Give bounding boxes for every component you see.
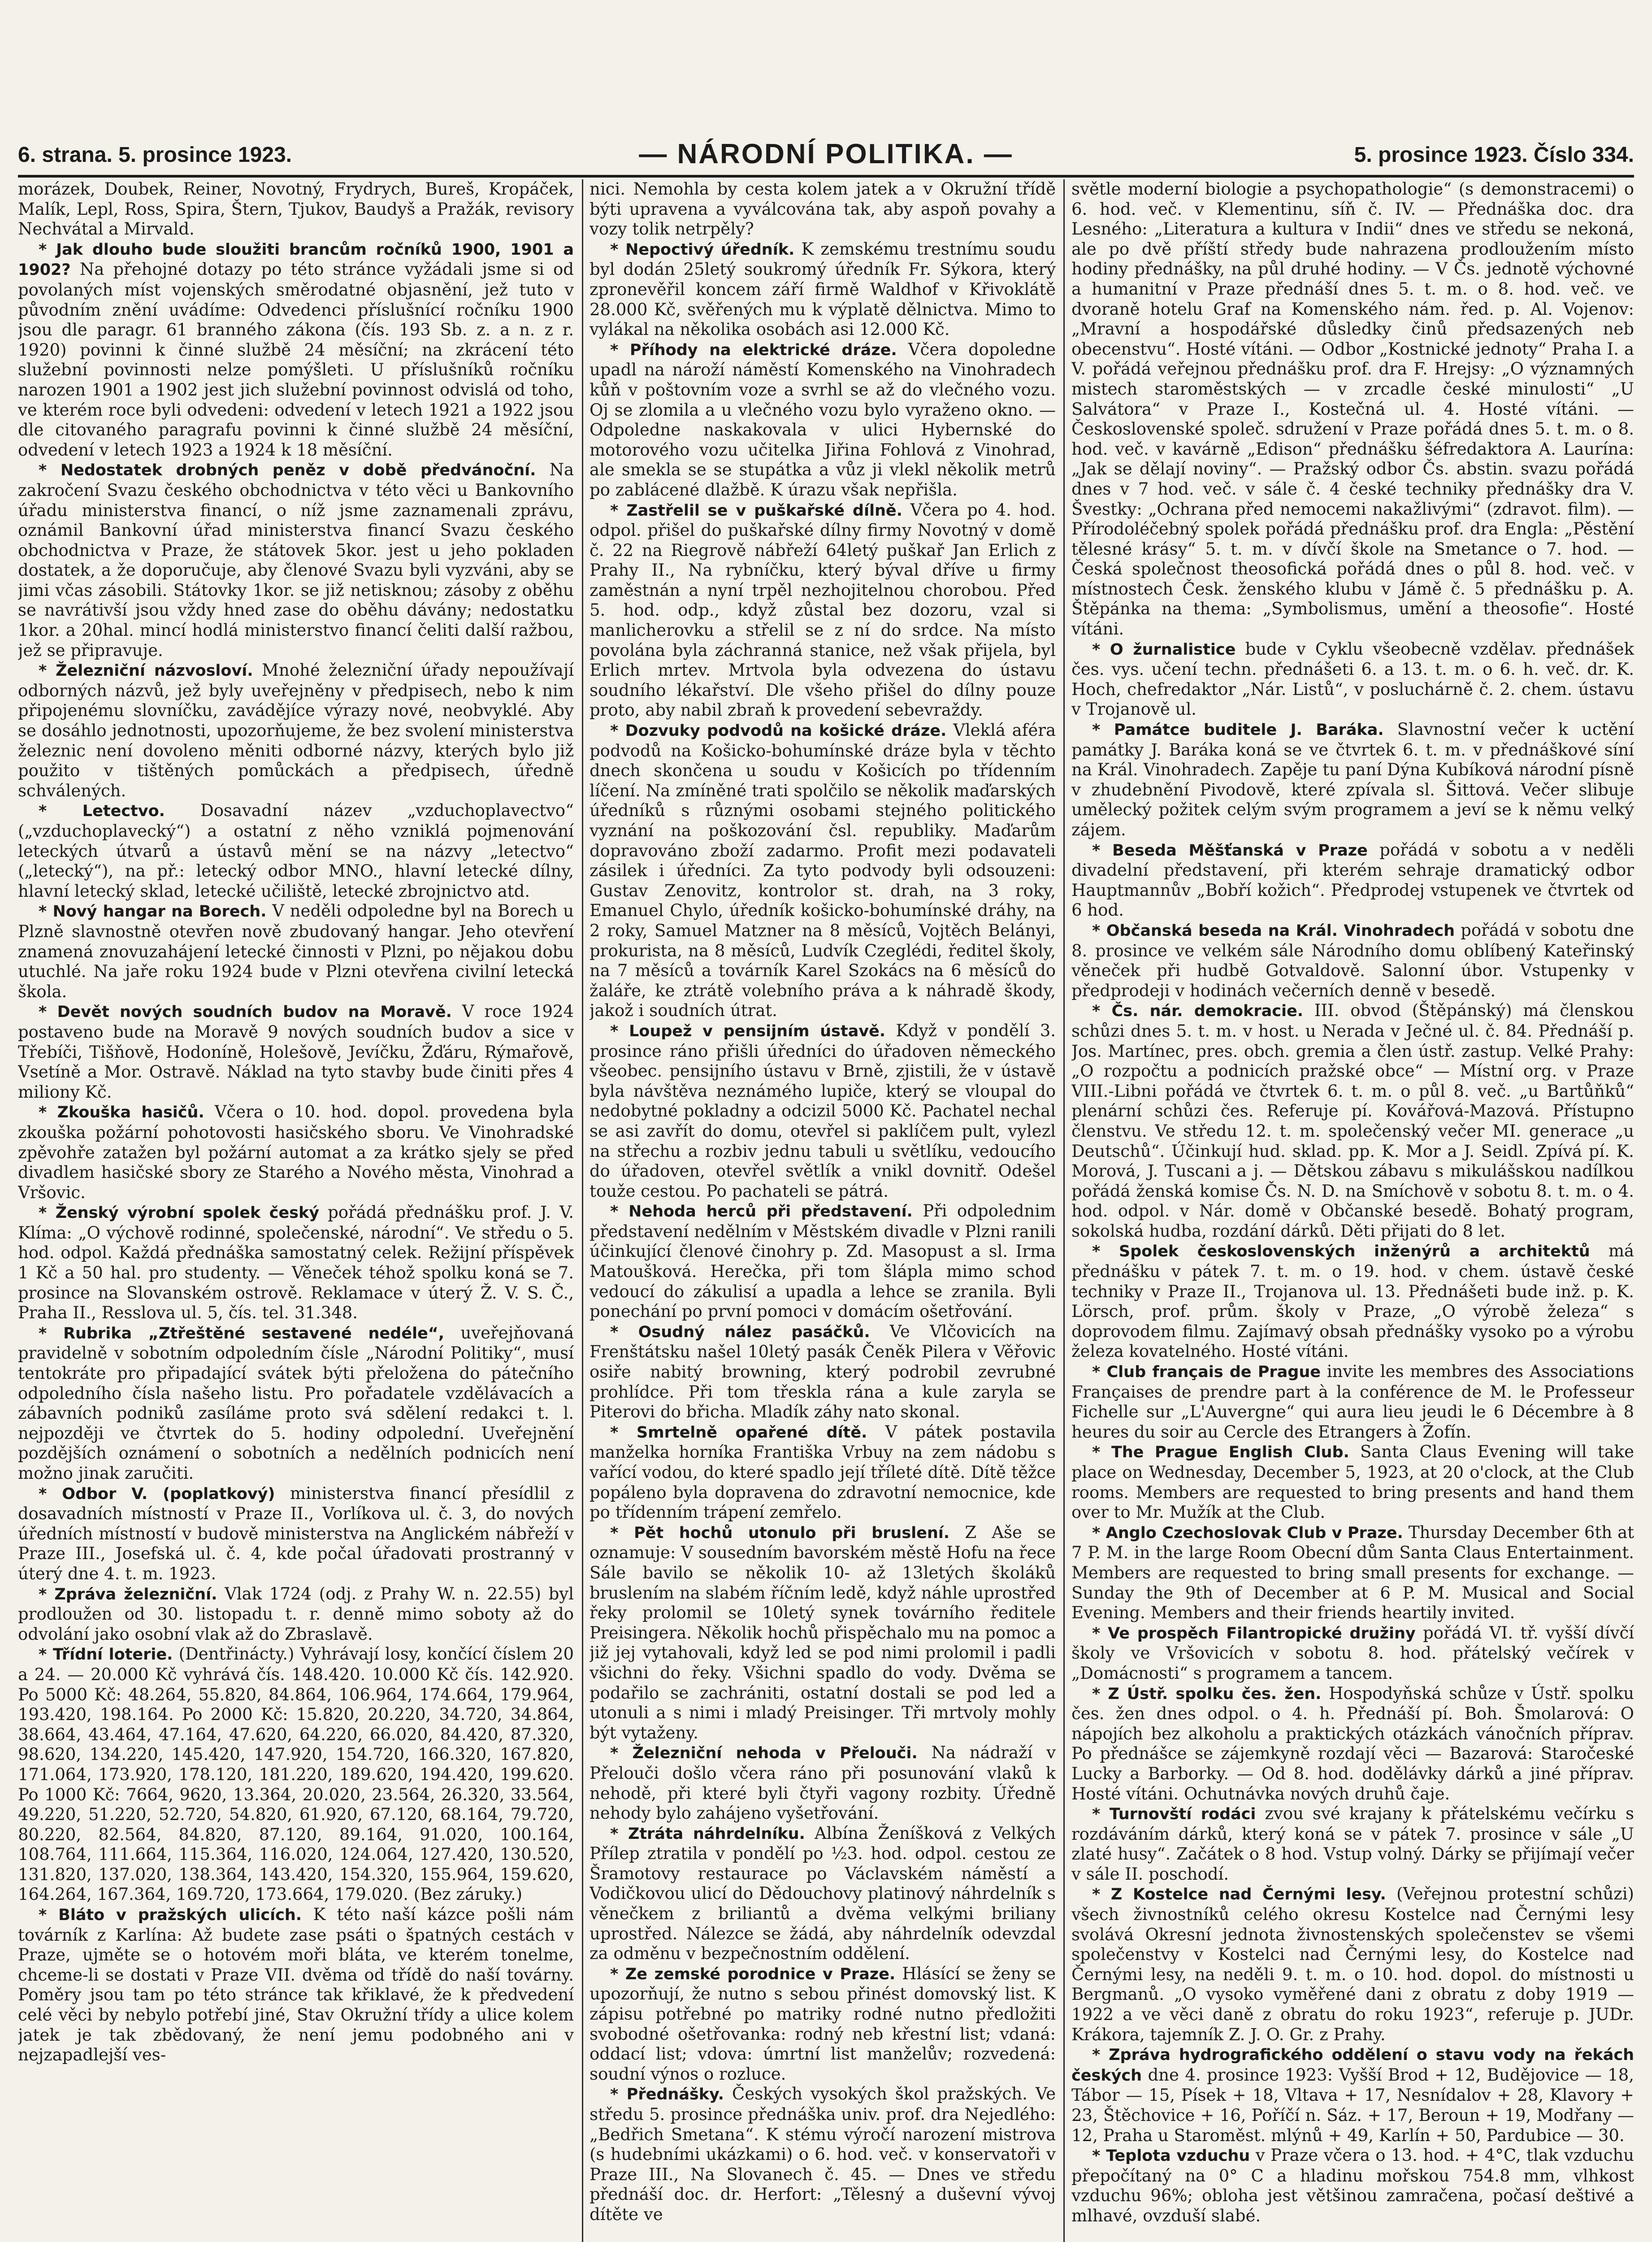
article: [1071, 1884, 1634, 2045]
article-text: Včera o 10. hod. dopol. provedena byla zkouška požární pohotovosti hasičského sboru. Ve Vinohradské zpěvohře zatažen byl požární automat a za krátko sjely se před divadlem hasičské sbory ze Starého a Nového města, Vinohrad a Vršovic.: [18, 1102, 574, 1202]
article: [18, 1584, 574, 1645]
article-headline: * Devět nových soudních budov na Moravě.: [39, 1003, 452, 1021]
article: [18, 239, 574, 461]
article-text: (Veřejnou protestní schůzi) všech živnostníků celého okresu Kostelce nad Černými lesy svolává Okresní jednota živnostenských společenstev se všemi společenstvy v Kostelci nad Černými lesy, do Kostelce nad Černými lesy, na neděli 9. t. m. o 10. hod. dopol. do místnosti u Bergmanů. „O vysoko vyměřené dani z obratu z doby 1919 — 1922 a ve věci daně z obratu do roku 1923“, referuje p. JUDr. Krákora, tajemník Z. J. O. Gr. z Prahy.: [1071, 1884, 1634, 2044]
article: [18, 660, 574, 801]
article: [18, 1203, 574, 1323]
article-headline: * Anglo Czechoslovak Club v Praze.: [1092, 1524, 1403, 1542]
article: [1071, 1241, 1634, 1362]
article: [590, 1824, 1056, 1964]
article-headline: * Osudný nález pasáčků.: [610, 1323, 870, 1341]
article-text: Thursday December 6th at 7 P. M. in the large Room Obecní dům Santa Claus Entertainment. Members are requested to bring small presents for exchange. — Sunday the 9th of December at 6 P. M. Musical and Social Evening. Members and their friends heartily invited.: [1071, 1522, 1634, 1623]
article-headline: * Ze zemské porodnice v Praze.: [610, 1965, 896, 1983]
article-text: III. obvod (Štěpánský) má členskou schůzi dnes 5. t. m. v host. u Nerada v Ječné ul. č. 84. Přednáší p. Jos. Martínec, pres. obch. gremia a člen ústř. zastup. Velké Prahy: „O rozpočtu a podnicích pražské obce“ — Místní org. v Praze VIII.-Libni pořádá ve čtvrtek 6. t. m. o půl 8. več. „u Bartůňků“ plenární schůzi čes. Referuje pí. Kovářová-Mazová. Přístupno členstvu. Ve středu 12. t. m. společenský večer MI. generace „u Deutschů“. Účinkují hud. sklad. pp. K. Mor a J. Seidl. Zpívá pí. K. Morová, J. Tuscani a j. — Dětskou zábavu s mikulášskou nadílkou pořádá ženská komise Čs. N. D. na Smíchově v sobotu 8. t. m. o 4. hod. odpol. v Nár. domě v Občanské besedě. Bohatý program, sokolská hudba, rozdání dárků. Děti přijati do 8 let.: [1071, 1001, 1634, 1241]
article-headline: * Zkouška hasičů.: [39, 1104, 204, 1122]
article-headline: * Bláto v pražských ulicích.: [39, 1906, 302, 1925]
article-text: Dosavadní název „vzduchoplavectvo“ („vzduchoplavecký“) a ostatní z něho vzniklá pojmenování leteckých útvarů a ústavů mění se na názvy „letectvo“ („letecký“), na př.: letecký odbor MNO., hlavní letecké dílny, hlavní letecký sklad, letecké učiliště, letecké zbrojnictvo atd.: [18, 801, 574, 901]
article-text: Slavnostní večer k uctění památky J. Baráka koná se ve čtvrtek 6. t. m. v přednáškové síní na Král. Vinohradech. Zapěje tu paní Dýna Kubíková národní písně v zhudebnění Pivodově, které zpívala sl. Šittová. Večer slibuje umělecký požitek celým svým programem a jeví se k němu velký zájem.: [1071, 720, 1634, 839]
article-text: (Dentřinácty.) Vyhrávají losy, končící číslem 20 a 24. — 20.000 Kč vyhrává čís. 148.420. 10.000 Kč čís. 142.920. Po 5000 Kč: 48.264, 55.820, 84.864, 106.964, 174.664, 179.964, 193.420, 198.164. Po 2000 Kč: 15.820, 20.220, 34.720, 34.864, 38.664, 43.464, 47.164, 47.620, 64.220, 66.020, 84.420, 87.320, 98.620, 134.220, 145.420, 147.920, 154.720, 166.320, 167.820, 171.064, 173.920, 178.120, 181.220, 189.620, 194.420, 199.620. Po 1000 Kč: 7664, 9620, 13.364, 20.020, 23.564, 26.320, 33.564, 49.220, 51.220, 52.720, 54.820, 61.920, 67.120, 68.164, 79.720, 80.220, 82.564, 84.820, 87.120, 89.164, 91.020, 100.164, 108.764, 111.664, 115.364, 116.020, 124.064, 127.420, 130.520, 131.820, 137.020, 138.364, 143.420, 154.320, 155.964, 159.620, 164.264, 167.364, 169.720, 173.664, 179.020. (Bez záruky.): [18, 1644, 574, 1904]
article-text: Při odpolednim představení nedělním v Městském divadle v Plzni ranili účinkující členové činohry p. Zd. Masopust a sl. Irma Matoušková. Herečka, při tom šlápla mimo schod vedoucí do zákulisí a upadla a lehce se zranila. Byli ponechání po první pomoci v domácím ošetřování.: [590, 1201, 1056, 1321]
article-text: Mnohé železniční úřady nepoužívají odborných názvů, jež byly uveřejněny v předpisech, nebo k nim připojenému slovníčku, zavádějíce výrazy nové, neobvyklé. Aby se dosáhlo jednotnosti, upozorňujeme, že bez svolení ministerstva železnic není dovoleno měniti odborné názvy, kterých bylo již použito v tištěných pomůckách a předpisech, úředně schválených.: [18, 660, 574, 800]
article-text: má přednášku v pátek 7. t. m. o 19. hod. v chem. ústavě české techniky v Praze II., Trojanova ul. 13. Přednášeti bude inž. p. K. Lörsch, prof. prům. školy v Praze, „O výrobě železa“ s doprovodem filmu. Zajímavý obsah přednášky vysoko po a výrobu železa kovatelného. Hosté vítáni.: [1071, 1241, 1634, 1361]
article: [1071, 720, 1634, 840]
article: [590, 1021, 1056, 1201]
article-headline: * Památce buditele J. Baráka.: [1092, 721, 1384, 739]
article-text: K zemskému trestnímu soudu byl dodán 25letý soukromý úředník Fr. Sýkora, který zpronevěřil koncem září firmě Waldhof v Křivoklátě 28.000 Kč, svěřených mu k výplatě dělnictva. Mimo to vylákal na několika osobách asi 12.000 Kč.: [590, 239, 1056, 339]
article: [1071, 1001, 1634, 1241]
article: [18, 1102, 574, 1203]
article: [18, 1484, 574, 1584]
article: [590, 1422, 1056, 1523]
article-headline: * Ztráta náhrdelníku.: [610, 1825, 805, 1843]
article-headline: * Rubrika „Ztřeštěné sestavené nedéle“,: [39, 1324, 444, 1343]
article: [1071, 1804, 1634, 1884]
article-headline: * Nepoctivý úředník.: [610, 240, 795, 259]
article: [590, 1322, 1056, 1422]
article: [18, 801, 574, 901]
article-headline: * Spolek československých inženýrů a architektů: [1092, 1243, 1590, 1261]
article-text: invite les membres des Associations Françaises de prendre part à la conférence de M. le Professeur Fichelle sur „L'Auvergne“ qui aura lieu jeudi le 6 Décembre à 8 heures du soir au Cercle des Etrangers à Žofín.: [1071, 1362, 1634, 1442]
article: [1071, 2146, 1634, 2226]
article-headline: * Dozvuky podvodů na košické dráze.: [610, 722, 947, 740]
article-text: Santa Claus Evening will take place on Wednesday, December 5, 1923, at 20 o'clock, at the Club rooms. Members are requested to bring presents and hand them over to Mr. Mužík at the Club.: [1071, 1442, 1634, 1522]
article-text: Hlásící se ženy se upozorňují, že nutno s sebou přinést domovský list. K zápisu potřebné po matriky rodné nutno předložiti svobodné ošetřovanka: rodný neb křestní list; vdaná: oddací list; vdova: úmrtní list manželův; rozvedená: soudní výnos o rozluce.: [590, 1964, 1056, 2084]
column-3: [1071, 179, 1634, 2242]
article: [18, 1323, 574, 1484]
article-headline: * Zpráva železniční.: [39, 1585, 217, 1603]
header-issue-number: 5. prosince 1923. Číslo 334.: [1354, 143, 1634, 167]
article-headline: * Teplota vzduchu: [1092, 2147, 1250, 2165]
article-text: bude v Cyklu všeobecně vzdělav. přednášek čes. vys. učení techn. přednášeti 6. a 13. t. m. o 6. h. več. dr. K. Hoch, chefredaktor „Nár. Listů“, v posluchárně č. 2. chem. ústavu v Trojanově ul.: [1071, 639, 1634, 719]
article: [1071, 1684, 1634, 1804]
article-headline: * O žurnalistice: [1092, 640, 1236, 659]
article-headline: * Odbor V. (poplatkový): [39, 1485, 275, 1503]
article-text: dne 4. prosince 1923: Vyšší Brod + 12, Budějovice — 18, Tábor — 15, Písek + 18, Vltava + 17, Nesnídalov + 28, Klavory + 23, Štěchovice + 16, Poříčí n. Sáz. + 17, Beroun + 19, Modřany — 12, Praha u Staroměst. mlýnů + 49, Karlín + 50, Pardubice — 30.: [1071, 2065, 1634, 2145]
article: [590, 1964, 1056, 2085]
article-text: Když v pondělí 3. prosince ráno přišli úředníci do úřadoven německého všeobec. pensijního ústavu v Brně, zjistili, že v ústavě byla návštěva neznámého lupiče, který se vloupal do nedobytné pokladny a odcizil 5000 Kč. Pachatel nechal se asi zavřít do domu, otevřel si paklíčem pult, vylezl na střechu a rozbiv jednu tabuli u světlíku, vedoucího do úřadoven, otevřel světlík a vnikl dovnitř. Odešel touže cestou. Po pachateli se pátrá.: [590, 1021, 1056, 1201]
article-text: pořádá přednášku prof. J. V. Klíma: „O výchově rodinné, společenské, národní“. Ve středu o 5. hod. odpol. Každá přednáška samostatný celek. Režijní příspěvek 1 Kč a 50 hal. pro studenty. — Věneček téhož spolku koná se 7. prosince na Slovanském ostrově. Reklamace v úterý Ž. V. S. Č., Praha II., Resslova ul. 5, čís. tel. 31.348.: [18, 1203, 574, 1323]
article: [1071, 921, 1634, 1001]
article-text: uveřejňovaná pravidelně v sobotním odpoledním čísle „Národní Politiky“, musí tentokráte pro připadající svátek býti přeložena do pátečního odpoledního čísla našeho listu. Pro pořadatele vzdělávacích a zábavních podniků zasíláme proto svá sdělení redakci t. l. nejpozději ve čtvrtek do 5. hodiny odpolední. Uveřejnění pozdějších oznámení o sobotních a nedělních podnicích není možno jinak zaručiti.: [18, 1323, 574, 1483]
article-text: V roce 1924 postaveno bude na Moravě 9 nových soudních budov a sice v Třebíči, Tišňově, Hodoníně, Holešově, Jevíčku, Žďáru, Rýmařově, Vsetíně a Mor. Ostravě. Náklad na tyto stavby bude činiti přes 4 miliony Kč.: [18, 1002, 574, 1102]
continued-text: světle moderní biologie a psychopathologie“ (s demonstracemi) o 6. hod. več. v Klementinu, síň č. IV. — Přednáška doc. dra Lesného: „Literatura a kultura v Indii“ dnes ve středu se nekoná, ale po dvě příští středy bude nahrazena prodloužením místo hodiny přednášky, na půl druhé hodiny. — V Čs. jednotě výchovné a humanitní v Praze přednáší dnes 5. t. m. o 8. hod. več. ve dvoraně hotelu Graf na Komenského nám. řed. p. Al. Vojenov: „Mravní a hospodářské důsledky činů předsazených neb obecenstvu“. Hosté vítáni. — Odbor „Kostnické jednoty“ Praha I. a V. pořádá veřejnou přednášku prof. dra F. Hrejsy: „O významných mistech staroměstských — v zrcadle české minulosti“ „U Salvátora“ v Praze I., Kostečná ul. 4. Hosté vítáni. — Československé společ. sdružení v Praze pořádá dnes 5. t. m. o 8. hod. več. v kavárně „Edison“ přednášku šéfredaktora A. Laurína: „Jak se dělají noviny“. — Pražský odbor Čs. abstin. svazu pořádá dnes v 7 hod. več. v sále č. 4 české techniky přednášky dra V. Švestky: „Ochrana před nemocemi nakažlivými“ (zdravot. film). — Přírodoléčebný spolek pořádá přednášku prof. dra Engla: „Pěstění tělesné krásy“ 5. t. m. v dívčí škole na Smetance o 7. hod. — Česká společnost theosofická pořádá dnes o půl 8. hod. več. v místnostech Česk. ženského klubu v Jámě č. 5 přednášku p. A. Štěpánka na thema: „Symbolismus, umění a theosofie“. Hosté vítáni.: [1071, 179, 1634, 639]
article: [1071, 1362, 1634, 1442]
article-text: Včera dopoledne upadl na nároží náměstí Komenského na Vinohradech kůň v poštovním voze a svrhl se až do vlečného vozu. Oj se zlomila a u vlečného vozu bylo vyraženo okno. — Odpoledne naskakovala v ulici Hybernské do motorového vozu učitelka Jiřina Fohlová z Vinohrad, ale smekla se se stupátka a vůz ji vlekl několik metrů po zablácené dlažbě. K úrazu však nepřišla.: [590, 339, 1056, 500]
article-text: Na zakročení Svazu českého obchodnictva v této věci u Bankovního úřadu ministerstva financí, o níž jsme zaznamenali zprávu, oznámil Bankovní úřad ministerstva financí Svazu českého obchodnictva v Praze, že státovek 5kor. jest u jeho pokladen dostatek, a že doporučuje, aby členové Svazu byli vyzváni, aby se jimi včas zásobili. Státovky 1kor. se již netisknou; zásoby z oběhu se navrátivší jsou vždy hned zase do oběhu dávány; nedostatku 1kor. a 20hal. mincí hodlá ministerstvo financí čeliti další ražbou, jež se připravuje.: [18, 460, 574, 660]
article-text: ministerstva financí přesídlil z dosavadních místností v Praze II., Vorlíkova ul. č. 3, do nových úředních místností v budově ministerstva na Anglickém nábřeží v Praze III., Josefská ul. č. 4, kde počal úřadovati prostranný v úterý dne 4. t. m. 1923.: [18, 1483, 574, 1583]
article-headline: * Čs. nár. demokracie.: [1092, 1002, 1303, 1021]
article-headline: * Club français de Prague: [1092, 1363, 1321, 1382]
article-text: Z Aše se oznamuje: V sousedním bavorském městě Hofu na řece Sále bavilo se několik 10- až 13letých školáků bruslením na slabém říčním ledě, když náhle uprostřed řeky prolomil se 10letý synek továrního ředitele Preisingera. Několik hochů přispěchalo mu na pomoc a již jej vytahovali, když led se pod nimi prolomil i padli všichni do řeky. Všichni spadlo do vody. Dvěma se podařilo se zachrániti, ostatní dostali se pod led a utonuli a s nimi i mladý Preisinger. Tři mrtvoly mohly být vytaženy.: [590, 1522, 1056, 1742]
article-headline: * Jak dlouho bude sloužiti brancům ročníků 1900, 1901 a 1902?: [18, 240, 574, 279]
article-headline: * Beseda Měšťanská v Praze: [1092, 841, 1368, 860]
article: [1071, 639, 1634, 720]
article-headline: * The Prague English Club.: [1092, 1443, 1349, 1462]
article-text: V neděli odpoledne byl na Borech u Plzně slavnostně otevřen nově zbudovaný hangar. Jeho otevření znamená znovuzahájení letecké činnosti v Plzni, po nějakou dobu utuchlé. Na jaře roku 1924 bude v Plzni otevřena civilní letecká škola.: [18, 901, 574, 1001]
column-divider: [582, 179, 583, 2242]
article-headline: * Ve prospěch Filantropické družiny: [1092, 1624, 1416, 1642]
article: [18, 1002, 574, 1102]
article-headline: * Nehoda herců při představení.: [610, 1203, 913, 1221]
article-text: Ve Vlčovicích na Frenštátsku našel 10letý pasák Čeněk Pilera v Věřovic osiře nabitý browning, který podrobil zevrubné prohlídce. Při tom třeskla rána a kule zaryla se Piterovi do břicha. Mladík záhy nato skonal.: [590, 1321, 1056, 1422]
article: [18, 460, 574, 660]
article: [1071, 1523, 1634, 1623]
article-headline: * Zastřelil se v puškařské dílně.: [610, 501, 902, 520]
article-text: v Praze včera o 13. hod. + 4°C, tlak vzduchu přepočítaný na 0° C a hladinu mořskou 754.8 mm, vlhkost vzduchu 96%; obloha jest většinou zamračena, počasí deštivé a mlhavé, ovzduší slabé.: [1071, 2146, 1634, 2225]
article-text: Albína Ženíšková z Velkých Přílep ztratila v pondělí po ½3. hod. odpol. cestou ze Šramotovy restaurace po Václavském náměstí a Vodičkovou ulicí do Dědouchovy platinový náhrdelník s věnečkem z briliantů a dvěma velkými briliany uprostřed. Nálezce se žádá, aby náhrdelník odevzdal za odměnu v bezpečnostním oddělení.: [590, 1823, 1056, 1964]
article-text: Na přehojné dotazy po této stránce vyžádali jsme si od povolaných míst vojenských směrodatné objasnění, jež tuto v původním znění uvádíme: Odvedenci příslušnící ročníku 1900 jsou dle paragr. 61 branného zákona (čís. 193 Sb. z. a n. z r. 1920) povinni k činné službě 24 měsíční; na zkrácení této služební povinnosti nelze pomýšleti. U příslušníků ročníku narozen 1901 a 1902 jest jich služební povinnost odvislá od toho, ve kterém roce byli odvedeni: odvedení v letech 1921 a 1922 jsou dle citovaného paragrafu povinni k činné službě 24 měsíční, odvedení v letech 1923 a 1924 k 18 měsíční.: [18, 260, 574, 460]
article-text: pořádá v sobotu dne 8. prosince ve velkém sále Národního domu oblíbený Kateřinský věneček při hudbě Gotvaldově. Salonní úbor. Vstupenky v předprodeji v hodinách večerních denně v besedě.: [1071, 920, 1634, 1000]
page-header: [18, 135, 1634, 178]
article-headline: * Občanská beseda na Král. Vinohradech: [1092, 921, 1455, 940]
article: [18, 1905, 574, 2065]
masthead-title: — NÁRODNÍ POLITIKA. —: [639, 139, 1013, 169]
article-text: Hospodyňská schůze v Ústř. spolku čes. žen dnes odpol. o 4. h. Přednáší pí. Boh. Šmolarová: O nápojích bez alkoholu a praktických otázkách vánočních příprav. Po přednášce se zájemkyně rozdají věci — Bazarová: Staročeské Lucky a Barborky. — Od 8. hod. dodělávky dárků a jiné příprav. Hosté vítáni. Ochutnávka nových druhů čaje.: [1071, 1683, 1634, 1803]
article-headline: * Železniční názvosloví.: [39, 662, 253, 680]
article-text: K této naší kázce pošli nám továrník z Karlína: Až budete zase psáti o špatných cestách v Praze, ujměte se o hotovém moři bláta, ve kterém tonelme, chceme-li se dostati v Praze VII. dvěma od třídě do naší továrny. Poměry jsou tam po této stránce tak křiklavé, že k předvedení celé věci by nebylo potřebí jiné, Stav Okružní třídy a ulice kolem jatek je tak zbědovaný, že není jemu podobného ani v nejzapadlejší ves-: [18, 1905, 574, 2065]
article-text: V pátek postavila manželka horníka Františka Vrbuy na zem nádobu s vařící vodou, do které spadlo její tříleté dítě. Dítě těžce popáleno byla dopravena do zdravotní nemocnice, kde po třídenním trápení zemřelo.: [590, 1422, 1056, 1522]
article-headline: * Ženský výrobní spolek český: [39, 1204, 320, 1222]
article: [18, 901, 574, 1002]
article-text: pořádá VI. tř. vyšší dívčí školy ve Vršovicích v sobotu 8. hod. přátelský večírek v „Domácnosti“ s programem a tancem.: [1071, 1623, 1634, 1683]
article: [1071, 840, 1634, 921]
article-headline: * Příhody na elektrické dráze.: [610, 341, 897, 359]
article: [1071, 1442, 1634, 1522]
article: [18, 1644, 574, 1905]
article: [590, 340, 1056, 500]
article-headline: * Z Kostelce nad Černými lesy.: [1092, 1886, 1386, 1904]
continued-text: nici. Nemohla by cesta kolem jatek a v Okružní třídě býti upravena a vyválcována tak, aby aspoň povahy a vozy tolik netrpěly?: [590, 179, 1056, 239]
article: [590, 2084, 1056, 2225]
article-headline: * Smrtelně opařené dítě.: [610, 1423, 867, 1442]
column-2: [590, 179, 1056, 2242]
article-headline: * Zpráva hydrografického oddělení o stavu vody na řekách českých: [1071, 2046, 1634, 2085]
header-page-date: 6. strana. 5. prosince 1923.: [18, 143, 292, 167]
article: [590, 721, 1056, 1021]
article-text: Vleklá aféra podvodů na Košicko-bohumínské dráze byla v těchto dnech skončena u soudu v Košicích po třídenním líčení. Na zmíněné trati spolčilo se několik maďarských úředníků s různými osobami stejného politického vyznání na poškozování čsl. republiky. Maďarům dopravováno zboží zadarmo. Profit mezi podavateli zásilek i úředníci. Za tyto podvody byli odsouzeni: Gustav Zenovitz, kontrolor st. drah, na 3 roky, Emanuel Chylo, úředník košicko-bohumínské dráhy, na 2 roky, Samuel Matzner na 8 měsíců, Vojtěch Belányi, prokurista, na 8 měsíců, Ludvík Czeglédi, ředitel školy, na 7 měsíců a továrník Karel Szokács na 6 měsíců do žaláře, ke ztrátě volebního práva a k náhradě škody, jakož i soudních útrat.: [590, 721, 1056, 1021]
article-headline: * Železniční nehoda v Přelouči.: [610, 1744, 918, 1763]
continued-text: morázek, Doubek, Reiner, Novotný, Frydrych, Bureš, Kropáček, Malík, Lepl, Ross, Spira, Štern, Tjukov, Baudyš a Pražák, revisory Nechvátal a Mirvald.: [18, 179, 574, 239]
article-headline: * Nedostatek drobných peněz v době předvánoční.: [39, 461, 536, 480]
article-text: Vlak 1724 (odj. z Prahy W. n. 22.55) byl prodloužen od 30. listopadu t. r. denně mimo soboty až do odvolání jako osobní vlak až do Zbraslavě.: [18, 1584, 574, 1644]
column-divider: [1063, 179, 1065, 2242]
article: [590, 500, 1056, 721]
article-text: Českých vysokých škol pražských. Ve středu 5. prosince přednáška univ. prof. dra Nejedlého: „Bedřich Smetana“. K stému výročí narození mistrova (s hudebními ukázkami) o 6. hod. več. v konservatoři v Praze III., Na Slovanech č. 45. — Dnes ve středu přednáší doc. dr. Herfort: „Tělesný a duševní vývoj dítěte ve: [590, 2084, 1056, 2224]
article: [1071, 2045, 1634, 2146]
column-1: [18, 179, 574, 2242]
article: [1071, 1623, 1634, 1684]
article-text: zvou své krajany k přátelskému večírku s rozdáváním dárků, který koná se v pátek 7. prosince v sále „U zlaté husy“. Začátek o 8 hod. Vstup volný. Dárky se přijímají večer v sále II. poschodí.: [1071, 1804, 1634, 1884]
article-headline: * Třídní loterie.: [39, 1646, 173, 1664]
article-headline: * Letectvo.: [39, 802, 165, 821]
article: [590, 239, 1056, 340]
article: [590, 1523, 1056, 1743]
article-headline: * Turnovští rodáci: [1092, 1805, 1256, 1824]
article: [590, 1201, 1056, 1322]
article: [590, 1743, 1056, 1823]
article-text: pořádá v sobotu a v neděli divadelní představení, při kterém sehraje dramatický odbor Hauptmannův „Bobří kožich“. Předprodej vstupenek ve čtvrtek od 6 hod.: [1071, 840, 1634, 920]
article-headline: * Z Ústř. spolku čes. žen.: [1092, 1685, 1322, 1703]
article-text: Na nádraží v Přelouči došlo včera ráno při posunování vlaků k nehodě, při které byli čtyři vagony rozbity. Úředně nehody bylo zahájeno vyšetřování.: [590, 1743, 1056, 1823]
article-headline: * Loupež v pensijním ústavě.: [610, 1022, 886, 1040]
article-text: Včera po 4. hod. odpol. přišel do puškařské dílny firmy Novotný v domě č. 22 na Riegrově nábřeží 64letý puškař Jan Erlich z Prahy II., Na rybníčku, který býval dříve u firmy zaměstnán a nyní trpěl nezhojitelnou chorobou. Před 5. hod. odp., když zůstal bez dozoru, vzal si manlicherovku a střelil se z ní do srdce. Na místo povolána byla záchranná stanice, než však přijela, byl Erlich mrtev. Mrtvola byla odvezena do ústavu soudního lékařství. Dle všeho přišel do dílny pouze proto, aby nabil zbraň k provedení sebevraždy.: [590, 500, 1056, 720]
article-headline: * Přednášky.: [610, 2086, 724, 2104]
article-headline: * Pět hochů utonulo při bruslení.: [610, 1524, 950, 1542]
article-headline: * Nový hangar na Borech.: [39, 903, 267, 921]
